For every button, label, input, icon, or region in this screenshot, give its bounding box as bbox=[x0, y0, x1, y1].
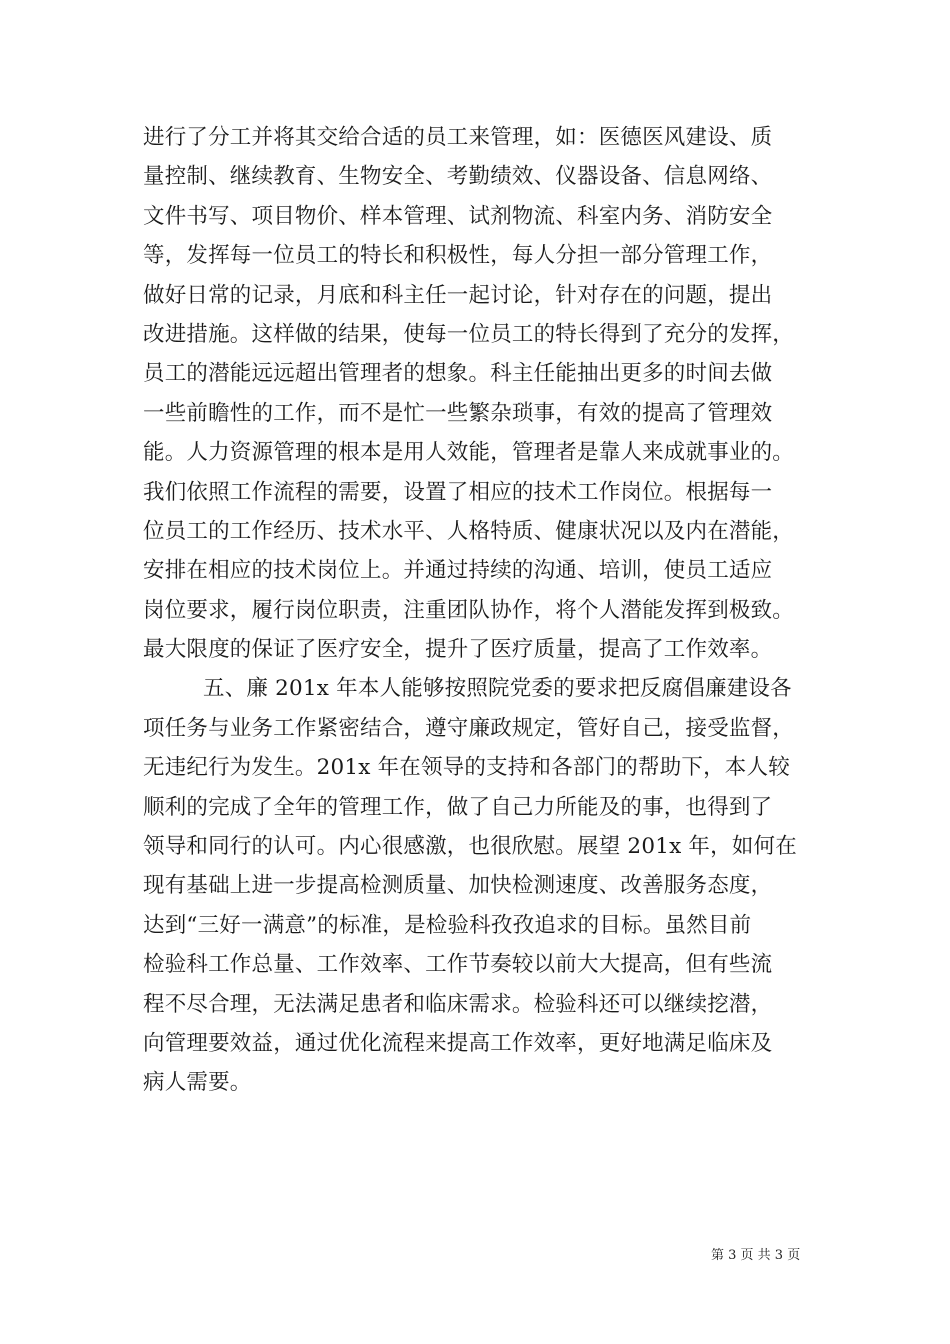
text-line: 现有基础上进一步提高检测质量、加快检测速度、改善服务态度， bbox=[143, 873, 773, 899]
text-line: 顺利的完成了全年的管理工作，做了自己力所能及的事，也得到了 bbox=[143, 794, 773, 820]
text-line: 文件书写、项目物价、样本管理、试剂物流、科室内务、消防安全 bbox=[143, 203, 773, 229]
text-line: 程不尽合理，无法满足患者和临床需求。检验科还可以继续挖潜， bbox=[143, 991, 773, 1017]
text-line: 检验科工作总量、工作效率、工作节奏较以前大大提高，但有些流 bbox=[143, 952, 773, 978]
text-line: 病人需要。 bbox=[143, 1070, 252, 1096]
text-line: 无违纪行为发生。201x 年在领导的支持和各部门的帮助下，本人较 bbox=[143, 755, 790, 781]
text-line: 达到“三好一满意”的标准，是检验科孜孜追求的目标。虽然目前 bbox=[143, 912, 752, 938]
text-line: 位员工的工作经历、技术水平、人格特质、健康状况以及内在潜能， bbox=[143, 518, 795, 544]
text-line: 做好日常的记录，月底和科主任一起讨论，针对存在的问题，提出 bbox=[143, 282, 773, 308]
text-line: 岗位要求，履行岗位职责，注重团队协作，将个人潜能发挥到极致。 bbox=[143, 597, 795, 623]
text-line: 量控制、继续教育、生物安全、考勤绩效、仪器设备、信息网络、 bbox=[143, 164, 773, 190]
text-line: 等，发挥每一位员工的特长和积极性，每人分担一部分管理工作， bbox=[143, 243, 773, 269]
body-text bbox=[143, 118, 823, 1103]
text-line: 进行了分工并将其交给合适的员工来管理，如：医德医风建设、质 bbox=[143, 125, 773, 150]
text-line: 能。人力资源管理的根本是用人效能，管理者是靠人来成就事业的。 bbox=[143, 440, 795, 466]
page-number-footer: 第 3 页 共 3 页 bbox=[711, 1248, 801, 1263]
paragraph-start-line: 五、廉 201x 年本人能够按照院党委的要求把反腐倡廉建设各 bbox=[203, 676, 792, 702]
text-line: 改进措施。这样做的结果，使每一位员工的特长得到了充分的发挥， bbox=[143, 321, 795, 347]
text-line: 安排在相应的技术岗位上。并通过持续的沟通、培训，使员工适应 bbox=[143, 558, 773, 584]
text-line: 我们依照工作流程的需要，设置了相应的技术工作岗位。根据每一 bbox=[143, 479, 773, 505]
text-line: 领导和同行的认可。内心很感激，也很欣慰。展望 201x 年，如何在 bbox=[143, 834, 797, 860]
text-line: 一些前瞻性的工作，而不是忙一些繁杂琐事，有效的提高了管理效 bbox=[143, 400, 773, 426]
text-line: 项任务与业务工作紧密结合，遵守廉政规定，管好自己，接受监督， bbox=[143, 715, 795, 741]
text-line: 最大限度的保证了医疗安全，提升了医疗质量，提高了工作效率。 bbox=[143, 637, 773, 663]
text-line: 员工的潜能远远超出管理者的想象。科主任能抽出更多的时间去做 bbox=[143, 361, 773, 387]
text-line: 向管理要效益，通过优化流程来提高工作效率，更好地满足临床及 bbox=[143, 1030, 773, 1056]
